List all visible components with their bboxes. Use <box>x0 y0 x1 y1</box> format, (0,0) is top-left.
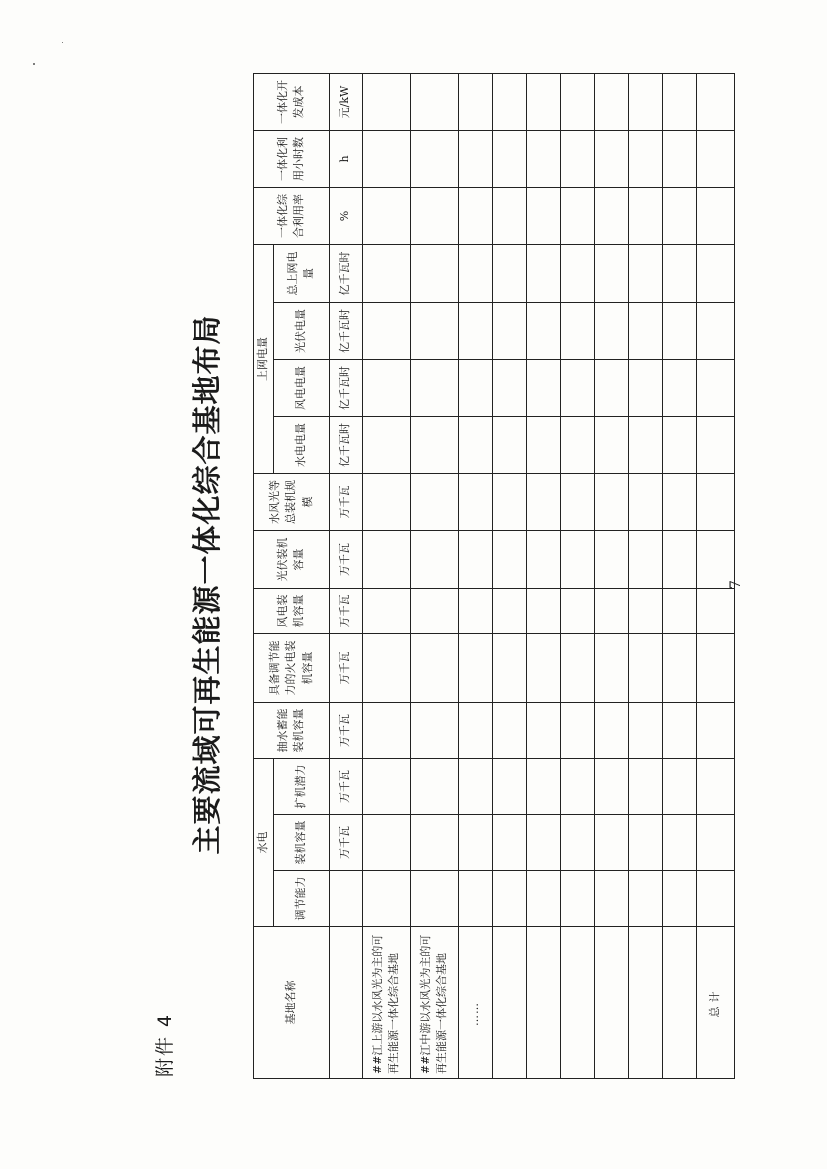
table-cell <box>594 871 628 927</box>
table-cell <box>662 815 696 871</box>
table-cell <box>362 531 410 589</box>
table-cell <box>458 303 492 360</box>
unit-thermal-regulating: 万千瓦 <box>329 634 362 703</box>
table-cell <box>492 703 526 759</box>
table-cell <box>560 703 594 759</box>
row-name: …… <box>458 927 492 1079</box>
unit-wind-energy: 亿千瓦时 <box>329 360 362 417</box>
table-cell <box>560 589 594 634</box>
table-cell <box>560 531 594 589</box>
table-cell <box>492 188 526 245</box>
table-cell <box>696 417 734 474</box>
table-cell <box>526 703 560 759</box>
table-cell <box>492 759 526 815</box>
table-cell <box>410 815 458 871</box>
table-cell <box>458 74 492 131</box>
unit-wind-capacity: 万千瓦 <box>329 589 362 634</box>
table-cell <box>492 131 526 188</box>
table-cell <box>458 634 492 703</box>
table-cell <box>560 131 594 188</box>
table-cell <box>662 589 696 634</box>
table-cell <box>696 759 734 815</box>
table-cell <box>526 188 560 245</box>
table-cell <box>696 474 734 531</box>
table-cell <box>628 360 662 417</box>
table-cell <box>410 871 458 927</box>
table-row <box>492 74 526 1079</box>
table-cell <box>560 360 594 417</box>
header-pv-energy: 光伏电量 <box>273 303 329 360</box>
unit-total-capacity: 万千瓦 <box>329 474 362 531</box>
table-cell <box>696 245 734 303</box>
table-cell <box>696 589 734 634</box>
table-cell <box>458 188 492 245</box>
table-cell <box>560 245 594 303</box>
table-cell <box>628 634 662 703</box>
table-cell <box>628 74 662 131</box>
table-cell <box>526 360 560 417</box>
table-cell <box>492 589 526 634</box>
table-cell <box>458 815 492 871</box>
header-pumped-storage: 抽水蓄能装机容量 <box>254 703 330 759</box>
table-cell <box>662 245 696 303</box>
table-cell <box>492 634 526 703</box>
table-cell <box>560 188 594 245</box>
units-row <box>329 74 362 1079</box>
table-cell <box>560 417 594 474</box>
annex-label: 附件 4 <box>154 1012 176 1077</box>
row-name <box>492 927 526 1079</box>
table-cell <box>362 417 410 474</box>
table-cell <box>628 815 662 871</box>
table-cell <box>560 474 594 531</box>
header-regulation: 调节能力 <box>273 871 329 927</box>
table-cell <box>560 74 594 131</box>
header-group-hydro: 水电 <box>254 759 274 927</box>
table-cell <box>492 531 526 589</box>
base-layout-table <box>253 73 735 1079</box>
table-cell <box>662 634 696 703</box>
table-cell <box>362 245 410 303</box>
table-cell <box>594 360 628 417</box>
table-cell <box>458 759 492 815</box>
unit-hydro-expansion: 万千瓦 <box>329 759 362 815</box>
unit-hydro-capacity: 万千瓦 <box>329 815 362 871</box>
table-cell <box>492 303 526 360</box>
table-cell <box>662 188 696 245</box>
table-cell <box>362 131 410 188</box>
table-cell <box>526 531 560 589</box>
unit-pv-energy: 亿千瓦时 <box>329 303 362 360</box>
table-row <box>458 74 492 1079</box>
table-cell <box>696 871 734 927</box>
table-cell <box>526 634 560 703</box>
header-wind-energy: 风电电量 <box>273 360 329 417</box>
table-cell <box>492 474 526 531</box>
table-cell <box>662 531 696 589</box>
table-cell <box>594 474 628 531</box>
table-cell <box>458 417 492 474</box>
table-cell <box>458 245 492 303</box>
table-cell <box>696 303 734 360</box>
table-cell <box>628 703 662 759</box>
table-cell <box>526 759 560 815</box>
table-cell <box>362 871 410 927</box>
table-cell <box>458 703 492 759</box>
table-cell <box>492 815 526 871</box>
table-cell <box>458 360 492 417</box>
table-cell <box>492 360 526 417</box>
table-cell <box>526 589 560 634</box>
table-cell <box>458 531 492 589</box>
table-cell <box>362 188 410 245</box>
header-utilization-rate: 一体化综合利用率 <box>254 188 330 245</box>
table-cell <box>526 815 560 871</box>
table-cell <box>560 871 594 927</box>
table-cell <box>662 417 696 474</box>
table-cell <box>410 303 458 360</box>
table-cell <box>696 703 734 759</box>
table-cell <box>410 188 458 245</box>
header-utilization-hours: 一体化利用小时数 <box>254 131 330 188</box>
table-cell <box>696 634 734 703</box>
table-cell <box>696 74 734 131</box>
header-hydro-capacity: 装机容量 <box>273 815 329 871</box>
table-cell <box>662 703 696 759</box>
table-cell <box>526 245 560 303</box>
page-number: 7 <box>728 580 744 589</box>
table-cell <box>362 303 410 360</box>
unit-utilization-hours: h <box>329 131 362 188</box>
table-cell <box>560 759 594 815</box>
table-cell <box>362 634 410 703</box>
table-cell <box>594 417 628 474</box>
table-cell <box>560 815 594 871</box>
table-cell <box>628 303 662 360</box>
table-cell <box>594 188 628 245</box>
table-cell <box>492 74 526 131</box>
table-cell <box>662 871 696 927</box>
row-name: ##江上游以水风光为主的可再生能源一体化综合基地 <box>362 927 410 1079</box>
table-cell <box>410 245 458 303</box>
unit-cost: 元/kW <box>329 74 362 131</box>
header-total-capacity: 水风光等总装机规模 <box>254 474 330 531</box>
table-row <box>526 74 560 1079</box>
table-row <box>362 74 410 1079</box>
unit-base-name <box>329 927 362 1079</box>
table-cell <box>662 474 696 531</box>
table-cell <box>662 303 696 360</box>
table-cell <box>594 245 628 303</box>
header-row-1 <box>254 74 274 1079</box>
unit-hydro-energy: 亿千瓦时 <box>329 417 362 474</box>
table-row <box>594 74 628 1079</box>
table-cell <box>696 360 734 417</box>
table-cell <box>526 74 560 131</box>
table-cell <box>458 131 492 188</box>
row-name <box>594 927 628 1079</box>
table-cell <box>492 417 526 474</box>
table-cell <box>458 474 492 531</box>
table-cell <box>696 815 734 871</box>
table-cell <box>410 589 458 634</box>
header-hydro-expansion: 扩机潜力 <box>273 759 329 815</box>
table-cell <box>526 871 560 927</box>
table-cell <box>560 634 594 703</box>
header-hydro-energy: 水电电量 <box>273 417 329 474</box>
header-cost: 一体化开发成本 <box>254 74 330 131</box>
table-cell <box>594 634 628 703</box>
table-cell <box>362 474 410 531</box>
unit-pumped-storage: 万千瓦 <box>329 703 362 759</box>
table-row <box>628 74 662 1079</box>
table-cell <box>594 131 628 188</box>
table-cell <box>696 188 734 245</box>
table-cell <box>628 589 662 634</box>
table-cell <box>526 303 560 360</box>
table-cell <box>410 360 458 417</box>
table-cell <box>560 303 594 360</box>
table-cell <box>594 589 628 634</box>
unit-total-energy: 亿千瓦时 <box>329 245 362 303</box>
table-cell <box>458 589 492 634</box>
table-cell <box>628 871 662 927</box>
header-base-name: 基地名称 <box>254 927 330 1079</box>
table-cell <box>362 360 410 417</box>
row-name <box>526 927 560 1079</box>
unit-pv-capacity: 万千瓦 <box>329 531 362 589</box>
table-cell <box>362 759 410 815</box>
row-name <box>628 927 662 1079</box>
table-cell <box>410 417 458 474</box>
table-cell <box>628 245 662 303</box>
table-row <box>662 74 696 1079</box>
table-cell <box>662 360 696 417</box>
row-name <box>560 927 594 1079</box>
table-cell <box>362 74 410 131</box>
table-cell <box>410 474 458 531</box>
table-cell <box>492 871 526 927</box>
table-cell <box>594 303 628 360</box>
header-thermal-regulating: 具备调节能力的火电装机容量 <box>254 634 330 703</box>
total-row <box>696 74 734 1079</box>
table-cell <box>662 759 696 815</box>
table-cell <box>526 417 560 474</box>
table-cell <box>628 531 662 589</box>
table-cell <box>362 815 410 871</box>
page-title: 主要流域可再生能源一体化综合基地布局 <box>190 314 224 855</box>
table-row <box>410 74 458 1079</box>
table-cell <box>410 703 458 759</box>
header-pv-capacity: 光伏装机容量 <box>254 531 330 589</box>
table-cell <box>410 759 458 815</box>
table-cell <box>628 131 662 188</box>
table-cell <box>594 815 628 871</box>
table-cell <box>362 703 410 759</box>
table-cell <box>410 131 458 188</box>
table-cell <box>594 531 628 589</box>
table-cell <box>628 759 662 815</box>
table-cell <box>410 634 458 703</box>
table-cell <box>662 131 696 188</box>
row-name <box>662 927 696 1079</box>
table-cell <box>594 74 628 131</box>
table-cell <box>662 74 696 131</box>
table-cell <box>526 474 560 531</box>
header-group-grid-energy: 上网电量 <box>254 245 274 474</box>
table-cell <box>410 531 458 589</box>
table-cell <box>362 589 410 634</box>
table-cell <box>594 703 628 759</box>
total-label: 总计 <box>696 927 734 1079</box>
table-cell <box>410 74 458 131</box>
table-cell <box>628 188 662 245</box>
table-cell <box>594 759 628 815</box>
row-name: ##江中游以水风光为主的可再生能源一体化综合基地 <box>410 927 458 1079</box>
table-cell <box>628 474 662 531</box>
header-wind-capacity: 风电装机容量 <box>254 589 330 634</box>
table-row <box>560 74 594 1079</box>
table-cell <box>458 871 492 927</box>
header-total-energy: 总上网电量 <box>273 245 329 303</box>
table-cell <box>628 417 662 474</box>
table-cell <box>696 131 734 188</box>
unit-regulation <box>329 871 362 927</box>
unit-utilization-rate: % <box>329 188 362 245</box>
table-cell <box>526 131 560 188</box>
table-cell <box>492 245 526 303</box>
